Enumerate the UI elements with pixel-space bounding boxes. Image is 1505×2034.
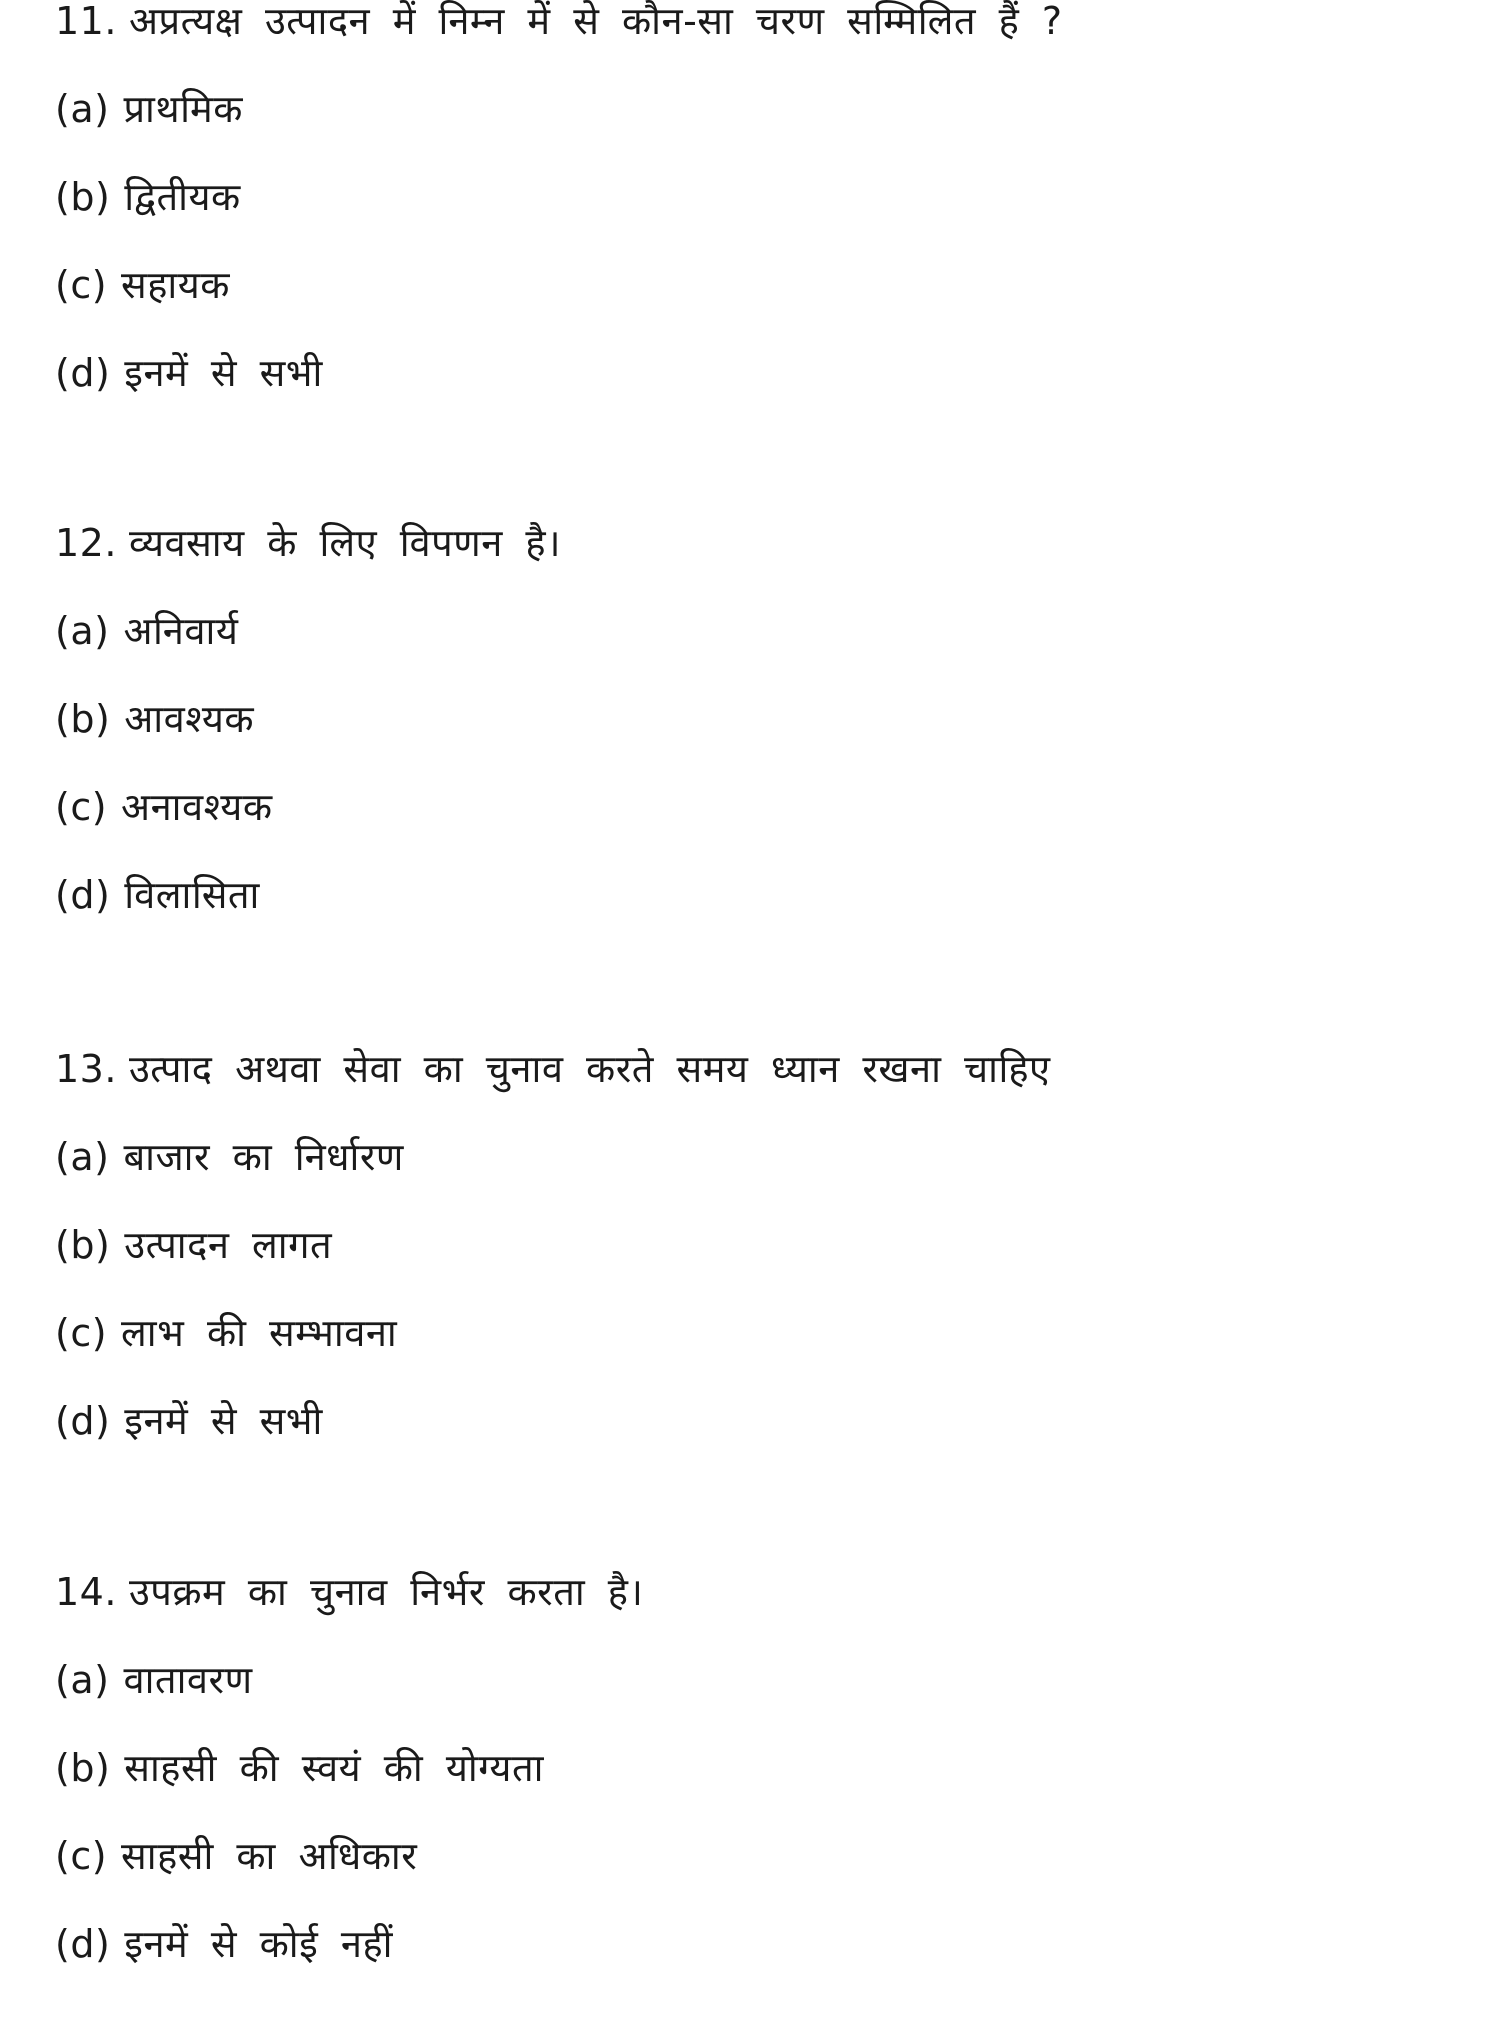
question-stem: उत्पाद अथवा सेवा का चुनाव करते समय ध्यान रखना चाहिए [128,1047,1051,1091]
option-text: उत्पादन लागत [124,1223,333,1267]
option-text: आवश्यक [124,697,255,741]
option-label: (b) [55,1746,111,1790]
option-text: लाभ की सम्भावना [121,1311,398,1355]
option-text: इनमें से कोई नहीं [124,1922,393,1966]
question-number: 11. [55,0,117,43]
question-text [55,1569,1455,1615]
option-text: सहायक [121,263,230,307]
option-a [55,1134,1455,1180]
option-label: (d) [55,873,111,917]
option-b [55,696,1455,742]
option-label: (b) [55,1223,111,1267]
option-label: (d) [55,351,111,395]
option-label: (a) [55,1135,110,1179]
question-stem: अप्रत्यक्ष उत्पादन में निम्न में से कौन-सा चरण सम्मिलित हैं ? [128,0,1063,43]
option-label: (a) [55,1658,110,1702]
option-text: साहसी का अधिकार [121,1834,418,1878]
option-label: (b) [55,697,111,741]
option-label: (a) [55,609,110,653]
question-text [55,520,1455,566]
option-text: प्राथमिक [123,87,243,131]
option-text: वातावरण [123,1658,253,1702]
question-12 [55,520,1455,960]
question-number: 14. [55,1570,117,1614]
option-c [55,1833,1455,1879]
question-number: 12. [55,521,117,565]
option-text: बाजार का निर्धारण [123,1135,404,1179]
option-label: (b) [55,175,111,219]
option-a [55,608,1455,654]
option-label: (c) [55,263,108,307]
option-label: (a) [55,87,110,131]
question-13 [55,1046,1455,1486]
question-stem: व्यवसाय के लिए विपणन है। [128,521,561,565]
option-d [55,1398,1455,1444]
option-text: इनमें से सभी [124,351,323,395]
option-text: विलासिता [124,873,260,917]
option-text: इनमें से सभी [124,1399,323,1443]
option-label: (d) [55,1922,111,1966]
option-a [55,1657,1455,1703]
option-label: (c) [55,1311,108,1355]
option-text: अनिवार्य [123,609,239,653]
option-text: साहसी की स्वयं की योग्यता [124,1746,544,1790]
option-c [55,262,1455,308]
question-stem: उपक्रम का चुनाव निर्भर करता है। [128,1570,644,1614]
option-c [55,784,1455,830]
option-text: अनावश्यक [121,785,273,829]
option-a [55,86,1455,132]
question-14 [55,1569,1455,2009]
option-d [55,1921,1455,1967]
option-label: (d) [55,1399,111,1443]
option-b [55,174,1455,220]
question-text [55,1046,1455,1092]
option-text: द्वितीयक [124,175,241,219]
option-label: (c) [55,785,108,829]
option-d [55,350,1455,396]
question-11 [55,0,1455,438]
option-b [55,1222,1455,1268]
question-text [55,0,1455,44]
option-b [55,1745,1455,1791]
option-d [55,872,1455,918]
option-c [55,1310,1455,1356]
question-number: 13. [55,1047,117,1091]
option-label: (c) [55,1834,108,1878]
